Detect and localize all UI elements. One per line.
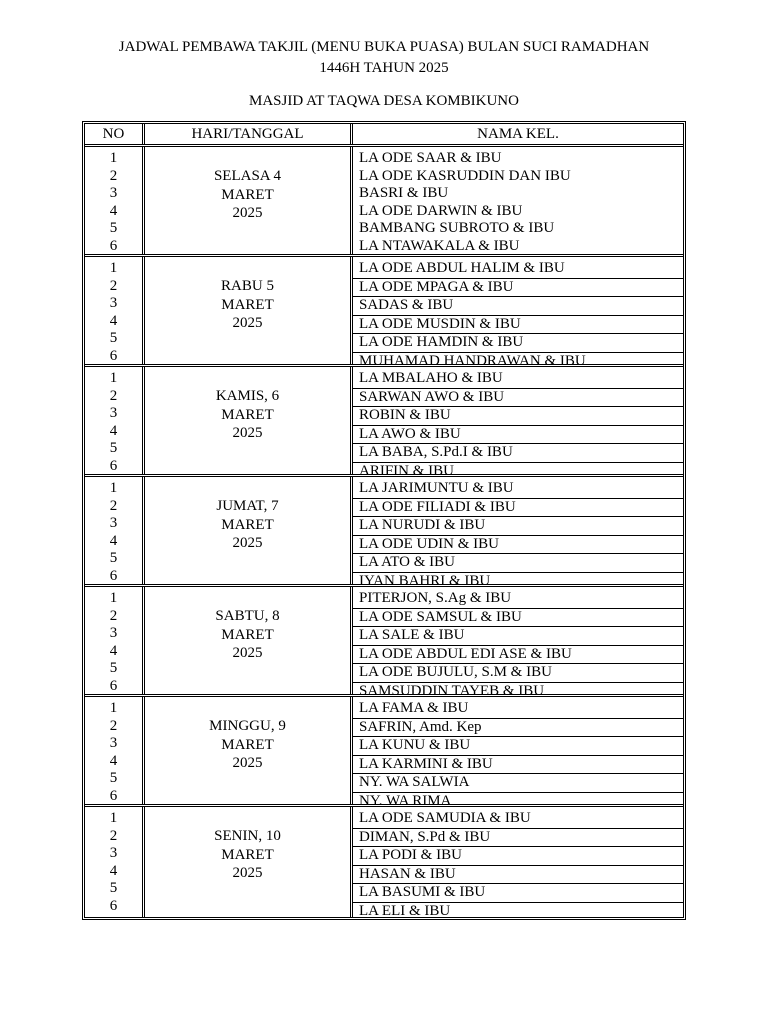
row-number: 5 — [109, 880, 118, 897]
family-name: MUHAMAD HANDRAWAN & IBU — [359, 352, 586, 369]
family-name: LA ODE SAMSUL & IBU — [353, 609, 683, 628]
family-names-cell — [353, 697, 683, 809]
row-number: 5 — [109, 770, 118, 787]
family-name: LA PODI & IBU — [353, 847, 683, 866]
date-day: SABTU, 8 — [215, 608, 280, 624]
column-header-no: NO — [85, 124, 145, 144]
row-number-cell — [85, 477, 145, 584]
family-name: BASRI & IBU — [359, 185, 449, 202]
family-name: SAFRIN, Amd. Kep — [353, 719, 683, 738]
date-month: MARET — [221, 406, 274, 423]
date-month: MARET — [221, 846, 274, 863]
row-number: 4 — [109, 532, 118, 549]
family-name: LA KUNU & IBU — [353, 737, 683, 756]
date-year: 2025 — [232, 645, 263, 661]
family-name: LA KARMINI & IBU — [353, 756, 683, 775]
row-number: 4 — [109, 422, 118, 439]
family-name: NY. WA SALWIA — [353, 774, 683, 793]
family-name: LA FAMA & IBU — [353, 700, 683, 719]
row-number: 1 — [109, 700, 118, 716]
date-day: JUMAT, 7 — [216, 498, 279, 514]
date-month: MARET — [221, 516, 274, 533]
document-subtitle-year: 1446H TAHUN 2025 — [319, 60, 449, 76]
row-number: 6 — [109, 787, 118, 804]
document-title: JADWAL PEMBAWA TAKJIL (MENU BUKA PUASA) BULAN SUCI RAMADHAN — [118, 39, 650, 55]
family-name: LA ODE MUSDIN & IBU — [353, 316, 683, 335]
row-number: 4 — [109, 202, 118, 219]
row-number: 3 — [109, 625, 118, 642]
family-names-cell — [353, 367, 683, 479]
family-name: LA ODE HAMDIN & IBU — [353, 334, 683, 353]
row-number: 2 — [109, 827, 118, 844]
family-name: LA MBALAHO & IBU — [353, 370, 683, 389]
family-name: LA ODE KASRUDDIN DAN IBU — [359, 167, 571, 184]
day-group — [85, 147, 683, 257]
row-number-cell — [85, 367, 145, 474]
family-name: LA NURUDI & IBU — [353, 517, 683, 536]
family-name: DIMAN, S.Pd & IBU — [353, 829, 683, 848]
row-number: 3 — [109, 185, 118, 202]
row-number: 6 — [109, 567, 118, 584]
row-number: 1 — [109, 150, 118, 166]
row-number-cell — [85, 257, 145, 364]
row-number: 5 — [109, 550, 118, 567]
row-number-cell — [85, 147, 145, 254]
row-number: 6 — [109, 347, 118, 364]
row-number-cell — [85, 697, 145, 804]
row-number: 6 — [109, 677, 118, 694]
date-day: RABU 5 — [221, 278, 274, 294]
row-number: 3 — [109, 515, 118, 532]
row-number: 2 — [109, 497, 118, 514]
date-year: 2025 — [232, 755, 263, 771]
date-cell — [145, 367, 353, 474]
row-number: 2 — [109, 387, 118, 404]
row-number: 1 — [109, 480, 118, 496]
row-number: 5 — [109, 220, 118, 237]
date-year: 2025 — [232, 865, 263, 881]
row-number: 1 — [109, 260, 118, 276]
family-name: LA ODE BUJULU, S.M & IBU — [353, 664, 683, 683]
row-number: 3 — [109, 845, 118, 862]
row-number: 2 — [109, 717, 118, 734]
family-name: LA ODE ABDUL HALIM & IBU — [353, 260, 683, 279]
row-number: 2 — [109, 167, 118, 184]
family-name: LA ELI & IBU — [359, 902, 451, 919]
row-number: 4 — [109, 642, 118, 659]
date-day: SENIN, 10 — [214, 828, 281, 844]
row-number: 2 — [109, 607, 118, 624]
date-month: MARET — [221, 186, 274, 203]
date-year: 2025 — [232, 535, 263, 551]
family-name: ARIFIN & IBU — [359, 462, 455, 479]
date-day: SELASA 4 — [213, 168, 282, 184]
day-group — [85, 367, 683, 477]
family-name: LA ODE MPAGA & IBU — [353, 279, 683, 298]
family-names-cell — [353, 257, 683, 369]
table-header-row — [85, 124, 683, 147]
family-names-cell — [353, 147, 683, 254]
family-name: LA BASUMI & IBU — [353, 884, 683, 903]
row-number: 5 — [109, 660, 118, 677]
date-year: 2025 — [232, 425, 263, 441]
family-name: LA SALE & IBU — [353, 627, 683, 646]
row-number: 1 — [109, 810, 118, 826]
date-year: 2025 — [232, 205, 263, 221]
row-number: 6 — [109, 897, 118, 914]
date-cell — [145, 477, 353, 584]
date-year: 2025 — [232, 315, 263, 331]
day-group — [85, 477, 683, 587]
row-number: 3 — [109, 735, 118, 752]
family-name: LA ODE FILIADI & IBU — [353, 499, 683, 518]
row-number: 1 — [109, 370, 118, 386]
family-name: LA ATO & IBU — [353, 554, 683, 573]
family-name: LA ODE ABDUL EDI ASE & IBU — [353, 646, 683, 665]
row-number: 3 — [109, 405, 118, 422]
family-names-cell — [353, 807, 683, 917]
family-name: SARWAN AWO & IBU — [353, 389, 683, 408]
row-number: 3 — [109, 295, 118, 312]
row-number-cell — [85, 807, 145, 917]
family-name: LA ODE SAAR & IBU — [359, 150, 502, 166]
family-name: LA NTAWAKALA & IBU — [359, 237, 520, 254]
date-day: MINGGU, 9 — [209, 718, 286, 734]
schedule-groups — [85, 147, 683, 917]
family-name: ROBIN & IBU — [353, 407, 683, 426]
date-day: KAMIS, 6 — [215, 388, 280, 404]
family-name: PITERJON, S.Ag & IBU — [353, 590, 683, 609]
column-header-date: HARI/TANGGAL — [145, 124, 353, 144]
row-number: 4 — [109, 862, 118, 879]
date-month: MARET — [221, 296, 274, 313]
row-number: 5 — [109, 330, 118, 347]
row-number: 2 — [109, 277, 118, 294]
family-names-cell — [353, 477, 683, 589]
row-number: 5 — [109, 440, 118, 457]
day-group — [85, 587, 683, 697]
date-month: MARET — [221, 736, 274, 753]
family-name: SADAS & IBU — [353, 297, 683, 316]
family-name: LA ODE DARWIN & IBU — [359, 202, 523, 219]
row-number: 6 — [109, 237, 118, 254]
date-cell — [145, 807, 353, 917]
row-number-cell — [85, 587, 145, 694]
family-names-cell — [353, 587, 683, 699]
date-month: MARET — [221, 626, 274, 643]
row-number: 6 — [109, 457, 118, 474]
row-number: 4 — [109, 752, 118, 769]
family-name: LA AWO & IBU — [353, 426, 683, 445]
mosque-name: MASJID AT TAQWA DESA KOMBIKUNO — [249, 93, 519, 109]
family-name: NY. WA RIMA — [359, 792, 452, 809]
date-cell — [145, 147, 353, 254]
column-header-family-name: NAMA KEL. — [477, 126, 559, 142]
family-name: SAMSUDDIN TAYEB & IBU — [359, 682, 545, 699]
date-cell — [145, 587, 353, 694]
day-group — [85, 697, 683, 807]
day-group — [85, 807, 683, 917]
family-name: LA JARIMUNTU & IBU — [353, 480, 683, 499]
date-cell — [145, 257, 353, 364]
family-name: IYAN BAHRI & IBU — [359, 572, 491, 589]
family-name: HASAN & IBU — [353, 866, 683, 885]
family-name: LA BABA, S.Pd.I & IBU — [353, 444, 683, 463]
date-cell — [145, 697, 353, 804]
day-group — [85, 257, 683, 367]
row-number: 4 — [109, 312, 118, 329]
family-name: BAMBANG SUBROTO & IBU — [359, 220, 555, 237]
family-name: LA ODE UDIN & IBU — [353, 536, 683, 555]
family-name: LA ODE SAMUDIA & IBU — [353, 810, 683, 829]
row-number: 1 — [109, 590, 118, 606]
schedule-table — [82, 121, 686, 920]
